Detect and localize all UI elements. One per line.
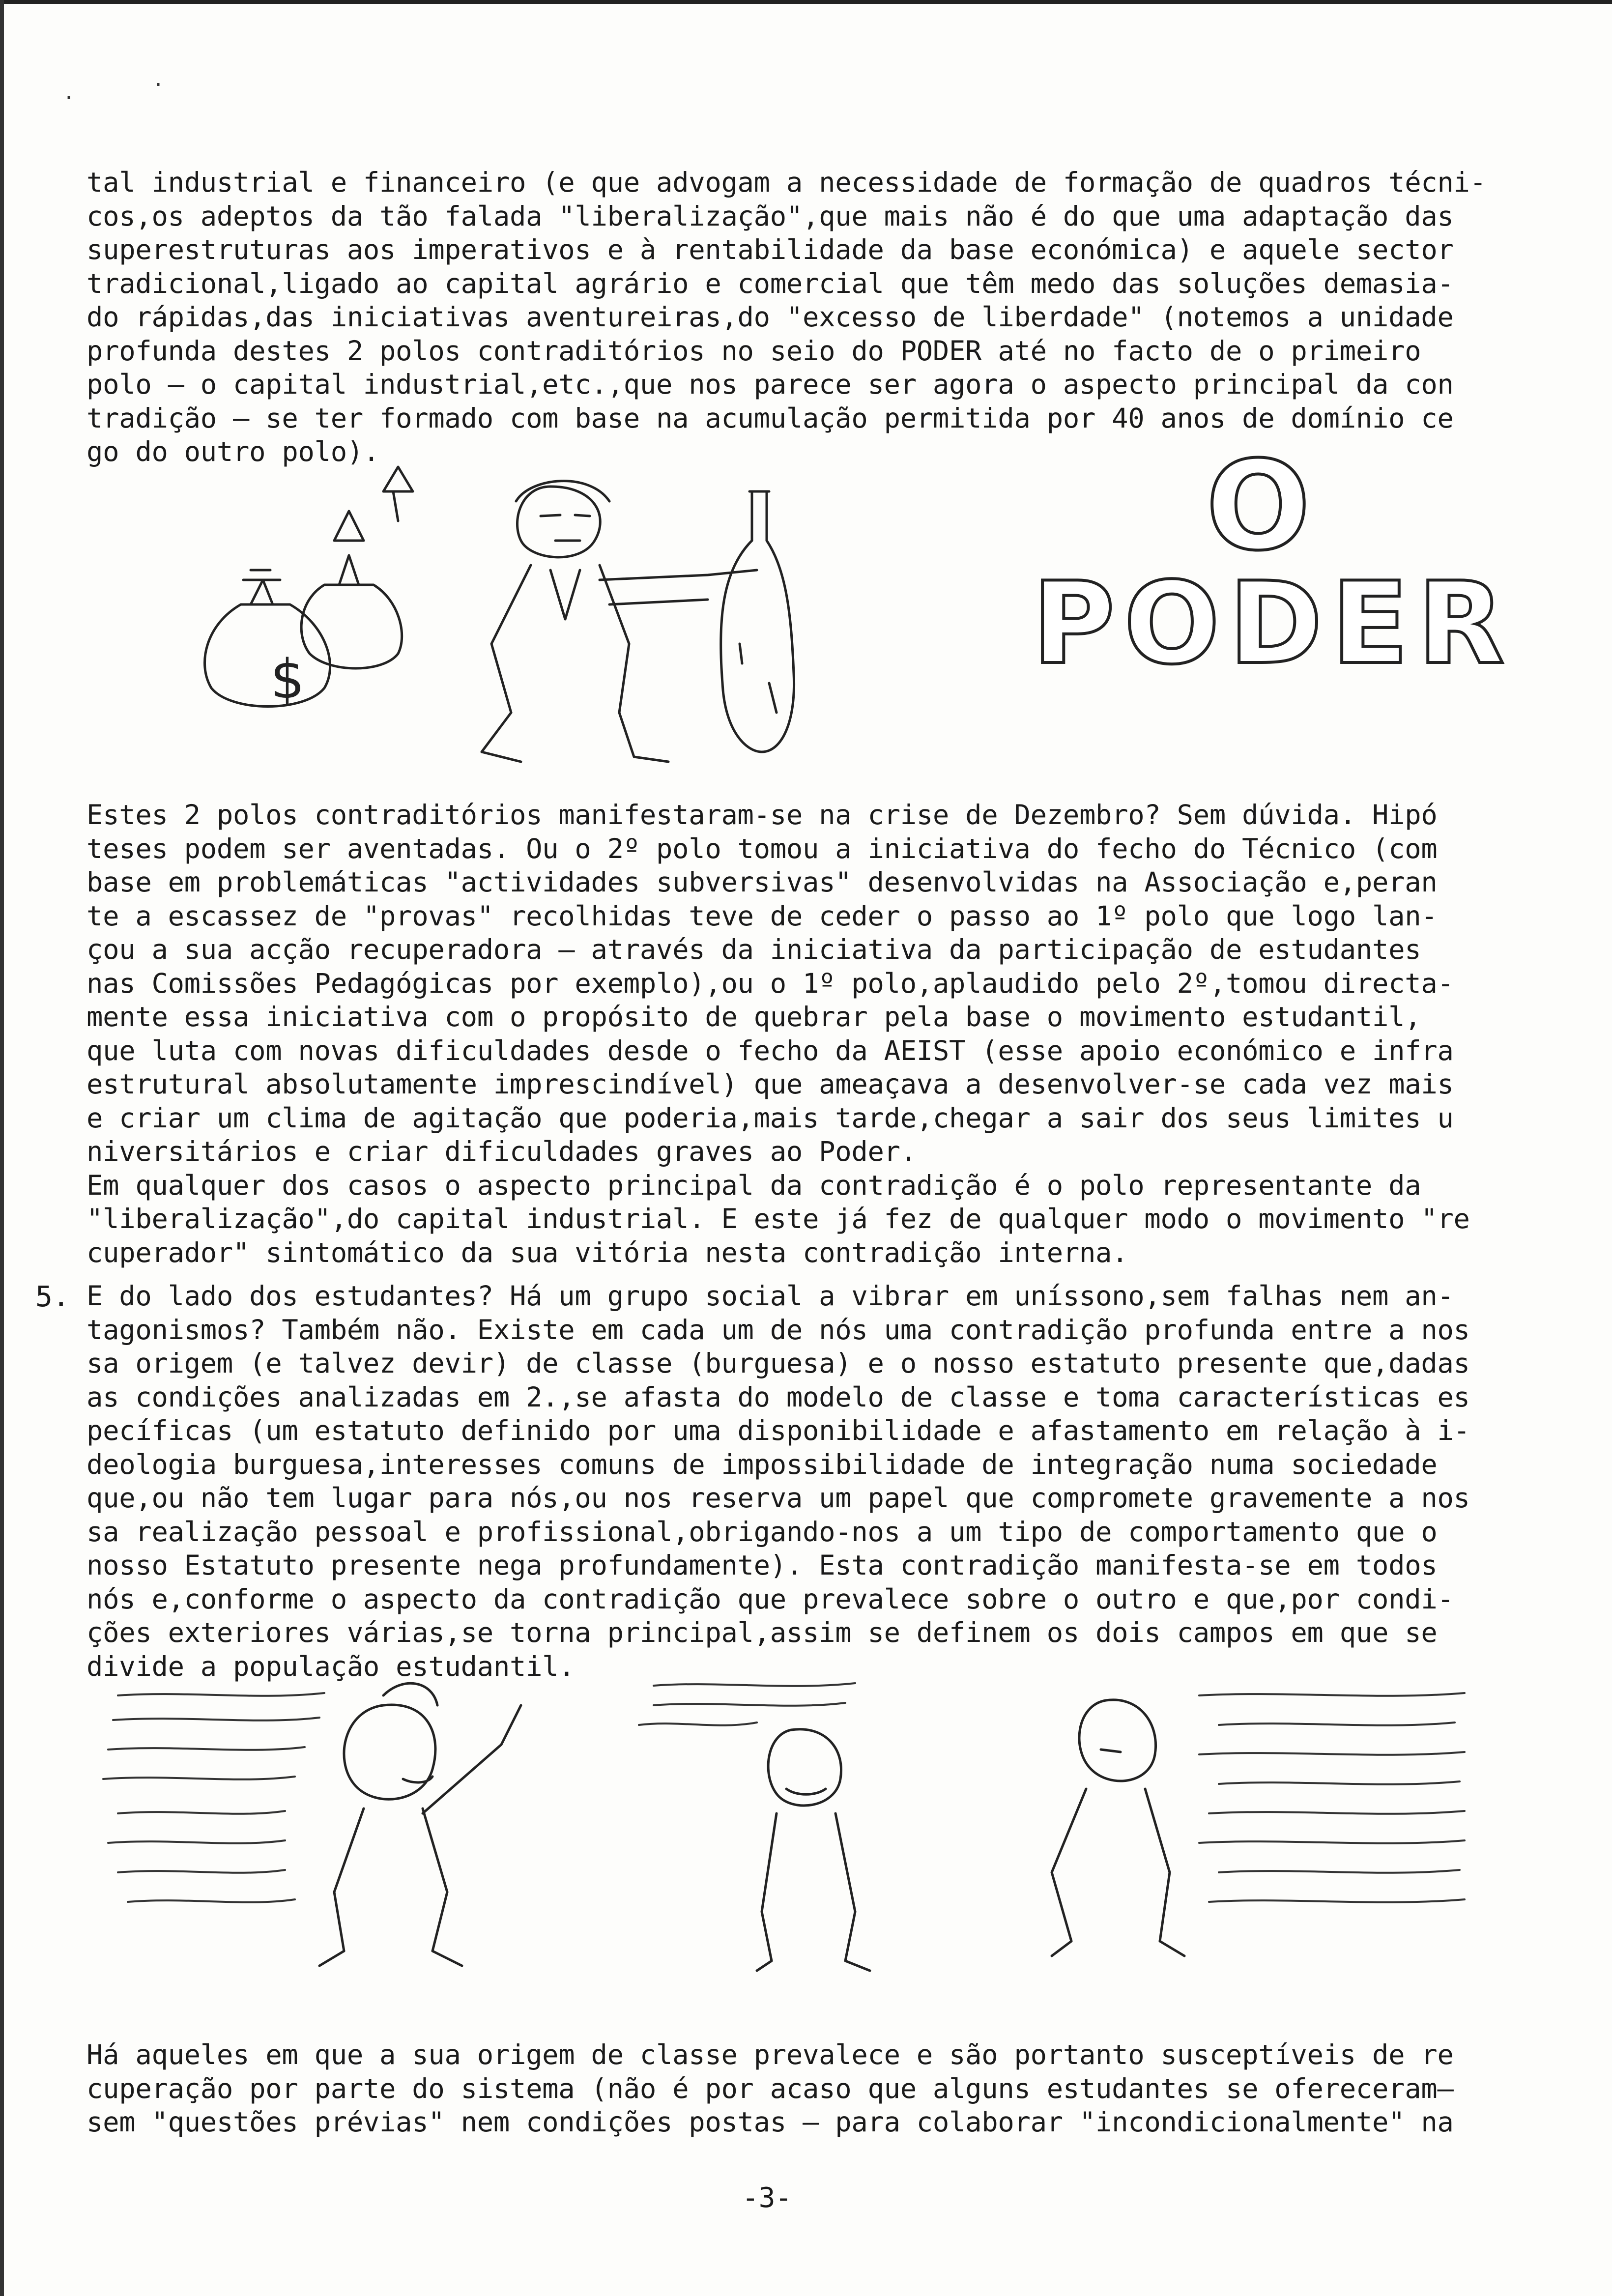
students-drawing — [88, 1666, 1514, 1980]
student-body — [762, 1813, 855, 1961]
capitalist-drawing — [177, 457, 983, 791]
page-border-left — [0, 0, 4, 2296]
student-head — [1079, 1700, 1156, 1781]
student-body — [1052, 1789, 1170, 1941]
bottle — [749, 491, 769, 541]
cartoon-students — [88, 1666, 1514, 1980]
poder-heading: PODER — [1032, 558, 1514, 689]
paragraph-origem: Há aqueles em que a sua origem de classe prevalece e são portanto susceptíveis de re cuperação por parte do sistema (não é por acaso que alguns estudantes se ofereceram— sem "questões prévias" nem condições postas — para colaborar "incondicionalmente" na — [86, 2039, 1454, 2138]
stray-mark: · — [152, 74, 165, 96]
student-head — [344, 1705, 435, 1799]
dollar-sign: $ — [270, 648, 305, 711]
paragraph-estudantes: E do lado dos estudantes? Há um grupo social a vibrar em uníssono,sem falhas nem an- tagonismos? Também não. Existe em cada um de nós uma contradição profunda entre a nos sa origem (e talvez devir) de classe (burguesa) e o nosso estatuto presente que,dadas as condições analizadas em 2.,se afasta do modelo de classe e toma características es pecíficas (um estatuto definido por uma disponibilidade e afastamento em relação à i- deologia burguesa,interesses comuns de impossibilidade de integração numa sociedade que,ou não tem lugar para nós,ou nos reserva um papel que compromete gravemente a nos sa realização pessoal e profissional,obrigando-nos a um tipo de comportamento que o nosso Estatuto presente nega profundamente). Esta contradição manifesta-se em todos nós e,conforme o aspecto da contradição que prevalece sobre o outro e que,por condi- ções exteriores várias,se torna principal,assim se definem os dois campos em que se divide a população estudantil. — [86, 1280, 1470, 1683]
stray-mark: · — [63, 86, 75, 109]
cartoon-capitalist — [177, 457, 983, 791]
student-body — [334, 1808, 447, 1951]
paragraph-polos: Estes 2 polos contraditórios manifestaram-se na crise de Dezembro? Sem dúvida. Hipó teses podem ser aventadas. Ou o 2º polo tomou a iniciativa do fecho do Técnico (com base em problemáticas "actividades subversivas" desenvolvidas na Associação e,peran te a escassez de "provas" recolhidas teve de ceder o passo ao 1º polo que logo lan- çou a sua acção recuperadora — através da iniciativa da participação de estudantes nas Comissões Pedagógicas por exemplo),ou o 1º polo,aplaudido pelo 2º,tomou directa- mente essa iniciativa com o propósito de quebrar pela base o movimento estudantil, que luta com novas dificuldades desde o fecho da AEIST (esse apoio económico e infra estrutural absolutamente imprescindível) que ameaçava a desenvolver-se cada vez mais e criar um clima de agitação que poderia,mais tarde,chegar a sair dos seus limites u niversitários e criar dificuldades graves ao Poder. Em qualquer dos casos o aspecto principal da contradição é o polo representante da "liberalização",do capital industrial. E este já fez de qualquer modo o movimento "re cuperador" sintomático da sua vitória nesta contradição interna. — [86, 799, 1470, 1269]
paragraph-continuation: tal industrial e financeiro (e que advogam a necessidade de formação de quadros técni- cos,os adeptos da tão falada "liberalização",que mais não é do que uma adaptação das superestruturas aos imperativos e à rentabilidade da base económica) e aquele sector tradicional,ligado ao capital agrário e comercial que têm medo das soluções demasia- do rápidas,das iniciativas aventureiras,do "excesso de liberdade" (notemos a unidade profunda destes 2 polos contraditórios no seio do PODER até no facto de o primeiro polo — o capital industrial,etc.,que nos parece ser agora o aspecto principal da con tradição — se ter formado com base na acumulação permitida por 40 anos de domínio ce go do outro polo). — [86, 167, 1486, 468]
poder-o-letter: O — [1206, 434, 1311, 577]
page-border — [0, 0, 1612, 4]
item-number: 5. — [35, 1280, 70, 1313]
figure-body — [491, 565, 629, 713]
page-number: -3- — [742, 2182, 792, 2214]
figure-head — [518, 487, 601, 557]
